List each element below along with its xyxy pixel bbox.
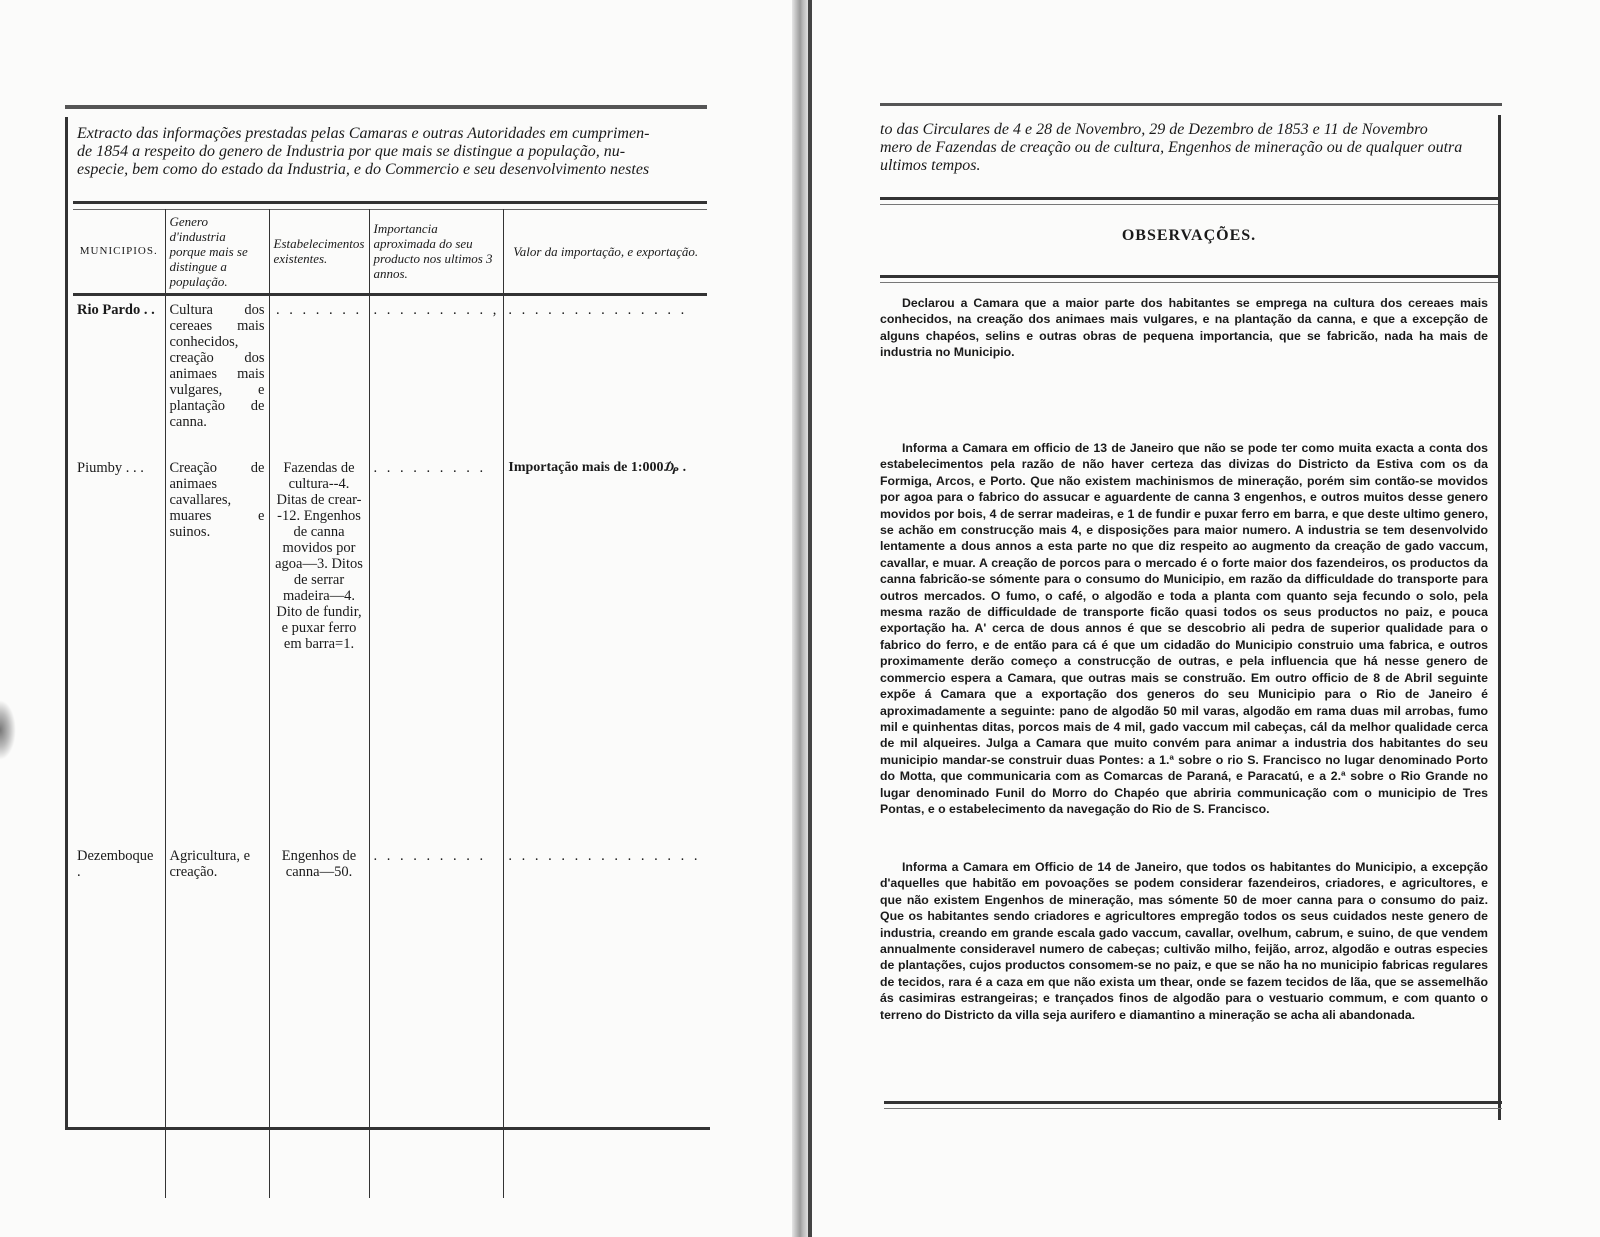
col-header-valor: Valor da importação, e exportação. — [504, 209, 707, 295]
observation-dezemboque: Informa a Camara em Officio de 14 de Janeiro, que todos os habitantes do Municipio, a excepção d'aquelles que habitão em povoações se podem considerar fazendeiros, criadores, e agricultores, e que não existem Engenhos de mineração, mas sómente 50 de moer canna para o consumo do paiz. Que os habitantes sendo criadores e agricultores empregão todos os seus cuidados neste genero de industria, creando em grande escala gado vaccum, cavallar, ovelhum, cabrum, e suino, de que vendem annualmente consideravel numero de cabeças; cultivão milho, feijão, arroz, algodão e outras especies de plantações, cujos productos consomem-se no paiz, e que se não ha no municipio fabricas regulares de tecidos, rara é a caza em que não exista um thear, onde se fazem tecidos de lãa, que se assemelhão ás casimiras estrangeiras; e trançados finos de algodão para o vestuario commum, e com quanto o terreno do Districto da villa seja aurifero e diamantino a mineração se acha ali abandonada. — [880, 860, 1488, 1022]
heading-rule — [880, 197, 1498, 205]
cell-valor: . . . . . . . . . . . . . . . — [504, 658, 707, 886]
observation-piumby: Informa a Camara em officio de 13 de Janeiro que não se pode ter como muita exacta a conta dos estabelecimentos pela razão de não haver certeza das divizas do Districto da Estiva com os da Formiga, Arcos, e Porto. Que não existem machinismos de mineração, porém sim contão-se movidos por agoa para o fabrico do assucar e aguardente de canna 3 engenhos, e outros muitos desse genero movidos por bois, 4 de serrar madeiras, e 1 de fundir e puxar ferro em barra, e que deste ultimo genero, se achão em construcção mais 4, e disposições para maior numero. A industria se tem desenvolvido lentamente a dous annos a esta parte no que diz respeito ao augmento da creação de gado vaccum, cavallar, e muar. A creação de porcos para o mercado é o forte maior dos fazendeiros, os productos da canna fabricão-se sómente para o consumo do Municipio, em razão da difficuldade do transporte para outros mercados. O fumo, o café, o algodão e toda a planta com quanto seja fecundo o solo, pela mesma razão de difficuldade de transporte ficão quasi todos os seus productos no paiz, e pouca exportação ha. A' cerca de dous annos é que se descobrio ali pedra de superior qualidade para o fabrico do ferro, e de então para cá é que um cidadão do Municipio construio uma fabrica, e outros proximamente derão começo a construcção de outras, e pela influencia que há nesse genero de commercio espera a Camara, que outras mais se construão. Em outro officio de 8 de Abril seguinte expõe á Camara que a exportação dos generos do seu Municipio para o Rio de Janeiro é aproximadamente a seguinte: pano de algodão 50 mil varas, algodão em rama duas mil arrobas, fumo mil e quinhentas ditas, porcos mais de 4 mil, gado vaccum mil cabeças, cál da melhor qualidade cerca de mil alqueires. Julga a Camara que muito convém para animar a industria dos habitantes do seu municipio mandar-se construir duas Pontes: a 1.ª sobre o rio S. Francisco no lugar denominado Porto do Motta, que communicaria com as Comarcas de Paraná, e Paracatú, e a 2.ª sobre o Rio Grande no lugar denominado Funil do Morro do Chapéo que abriria communicação com o municipio de Tres Pontas, e o estabelecimento da navegação do Rio de S. Francisco. — [880, 441, 1488, 816]
col-header-genero: Genero d'industria porque mais se distingue a população. — [165, 209, 269, 295]
table-filler-row — [73, 886, 707, 1198]
document-heading — [77, 125, 697, 179]
title-rule — [880, 275, 1498, 283]
observation-rio-pardo: Declarou a Camara que a maior parte dos habitantes se emprega na cultura dos cereaes mais conhecidos, na creação dos animaes mais vulgares, e na plantação da canna, e que a excepção de alguns chapéos, selins e outras obras de pequena importancia, que se fabricão, nada ha mais de industria no Municipio. — [880, 296, 1488, 360]
table-header-row — [73, 209, 707, 295]
heading-line: mero de Fazendas de creação ou de cultura, Engenhos de mineração ou de qualquer outra — [880, 139, 1463, 156]
heading-line: especie, bem como do estado da Industria, e do Commercio e seu desenvolvimento nestes — [77, 161, 650, 178]
top-rule — [880, 103, 1502, 106]
cell-municipio: Rio Pardo . . — [77, 302, 155, 318]
cell-genero: Creação de animaes cavallares, muares e suinos. — [165, 436, 269, 658]
cell-importancia: . . . . . . . . . — [369, 436, 504, 658]
heading-line: de 1854 a respeito do genero de Industria por que mais se distingue a população, nu- — [77, 143, 626, 160]
cell-valor: Importação mais de 1:000₯ . — [504, 436, 707, 658]
cell-genero: Agricultura, e creação. — [165, 658, 269, 886]
heading-line: to das Circulares de 4 e 28 de Novembro, 29 de Dezembro de 1853 e 11 de Novembro — [880, 121, 1428, 138]
scan-binding-mark — [0, 700, 16, 760]
cell-valor: . . . . . . . . . . . . . . — [504, 295, 707, 437]
table-row — [73, 295, 707, 437]
col-header-estabelecimentos: Estabelecimentos existentes. — [269, 209, 369, 295]
cell-municipio: Piumby . . . — [77, 460, 144, 476]
heading-line: Extracto das informações prestadas pelas Camaras e outras Autoridades em cumprimen- — [77, 125, 650, 142]
document-heading-continued — [880, 121, 1486, 175]
cell-estabelecimentos: . . . . . . . — [269, 295, 369, 437]
heading-line: ultimos tempos. — [880, 157, 981, 174]
cell-importancia: . . . . . . . . . , — [369, 295, 504, 437]
cell-municipio: Dezemboque . — [77, 848, 154, 880]
cell-importancia: . . . . . . . . . — [369, 658, 504, 886]
bottom-rule — [884, 1101, 1502, 1109]
left-page — [65, 105, 707, 1131]
cell-estabelecimentos: Engenhos de canna—50. — [269, 658, 369, 886]
table-row — [73, 436, 707, 658]
col-header-importancia: Importancia aproximada do seu producto nos ultimos 3 annos. — [369, 209, 504, 295]
col-header-municipios: MUNICIPIOS. — [73, 209, 165, 295]
observacoes-title: OBSERVAÇÕES. — [1121, 227, 1257, 244]
gutter-shadow-line — [808, 0, 812, 1237]
cell-genero: Cultura dos cereaes mais conhecidos, creação dos animaes mais vulgares, e plantação de canna. — [165, 295, 269, 437]
top-rule — [65, 105, 707, 109]
right-page — [880, 103, 1502, 1118]
table-row — [73, 658, 707, 886]
cell-estabelecimentos: Fazendas de cultura--4. Ditas de crear--12. Engenhos de canna movidos por agoa—3. Ditos de serrar madeira—4. Dito de fundir, e puxar ferro em barra=1. — [269, 436, 369, 658]
industry-table — [73, 209, 707, 1198]
